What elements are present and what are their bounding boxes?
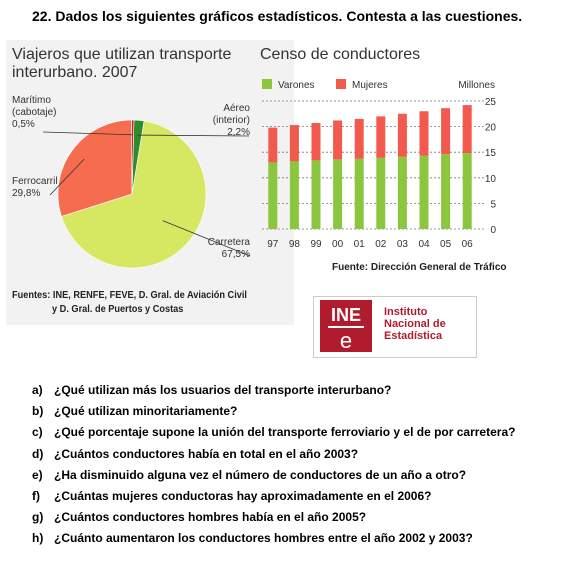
bar-mujeres [312, 123, 321, 160]
question-letter: c) [32, 425, 43, 439]
pie-label-ferrocarril-line1: Ferrocarril [12, 176, 58, 187]
x-tick-label: 01 [353, 239, 365, 250]
y-tick-label: 15 [484, 148, 496, 160]
pie-label-maritimo-line2: (cabotaje) [12, 107, 57, 118]
x-tick-label: 05 [440, 239, 452, 250]
x-tick-label: 06 [461, 239, 473, 250]
ine-logo-letters: INE [330, 305, 362, 325]
pie-label-maritimo-line1: Marítimo [12, 95, 51, 106]
bar-varones [268, 162, 277, 229]
bar-varones [312, 160, 321, 229]
ine-logo-line2: Nacional de [384, 318, 446, 330]
bar-chart-title: Censo de conductores [260, 46, 421, 63]
question-letter: d) [32, 447, 44, 461]
bar-varones [398, 157, 407, 229]
ine-logo-line3: Estadística [384, 330, 443, 342]
x-tick-label: 03 [396, 239, 408, 250]
x-tick-label: 98 [288, 239, 300, 250]
pie-source-line1: Fuentes: INE, RENFE, FEVE, D. Gral. de Aviación Civil [12, 290, 248, 301]
question-text: ¿Qué utilizan minoritariamente? [54, 404, 238, 418]
bar-varones [376, 158, 385, 229]
ine-logo-mark [320, 300, 372, 352]
question-text: ¿Qué porcentaje supone la unión del transporte ferroviario y el de por carretera? [54, 425, 516, 439]
pie-label-aereo-line1: Aéreo [223, 103, 250, 114]
x-tick-label: 00 [332, 239, 344, 250]
bar-mujeres [355, 119, 364, 159]
x-tick-label: 99 [310, 239, 322, 250]
bar-varones [355, 159, 364, 229]
pie-label-maritimo-value: 0,5% [12, 119, 35, 130]
pie-label-carretera-line1: Carretera [207, 237, 250, 248]
pie-chart-title-text: Viajeros que utilizan transporte interurbano. 2007 [12, 46, 232, 81]
bar-mujeres [333, 120, 342, 159]
pie-label-aereo-line2: (interior) [212, 115, 250, 126]
question-text: ¿Cuánto aumentaron los conductores hombres entre el año 2002 y 2003? [54, 531, 473, 545]
pie-label-aereo-value: 2,2% [227, 127, 250, 138]
pie-label-ferrocarril-value: 29,8% [12, 188, 41, 199]
bar-series [268, 105, 471, 229]
ine-logo-line1: Instituto [384, 306, 428, 318]
bar-varones [441, 154, 450, 229]
y-axis-unit-label: Millones [458, 80, 495, 91]
pie-source-line2: y D. Gral. de Puertos y Costas [52, 304, 184, 315]
bar-mujeres [376, 116, 385, 157]
question-text: ¿Ha disminuido alguna vez el número de conductores de un año a otro? [54, 468, 467, 482]
question-letter: f) [32, 489, 40, 503]
question-letter: b) [32, 404, 44, 418]
x-tick-label: 04 [418, 239, 430, 250]
y-tick-label: 0 [490, 225, 496, 236]
question-letter: e) [32, 468, 43, 482]
question-text: ¿Cuántos conductores había en total en el año 2003? [54, 447, 359, 461]
bar-varones [463, 153, 472, 229]
question-text: ¿Qué utilizan más los usuarios del transporte interurbano? [54, 383, 392, 397]
legend-label-varones: Varones [278, 80, 315, 91]
legend-swatch-mujeres [336, 79, 346, 89]
question-letter: g) [32, 510, 44, 524]
bar-varones [420, 156, 429, 229]
bar-mujeres [441, 108, 450, 154]
y-tick-label: 20 [484, 122, 496, 134]
question-letter: h) [32, 531, 44, 545]
bar-varones [290, 161, 299, 229]
question-text: ¿Cuántas mujeres conductoras hay aproximadamente en el 2006? [54, 489, 432, 503]
x-tick-label: 97 [267, 239, 279, 250]
ine-logo-emblem [320, 300, 372, 352]
y-tick-label: 10 [484, 173, 496, 185]
y-tick-label: 5 [490, 199, 496, 211]
pie-label-carretera-value: 67,5% [221, 249, 250, 260]
x-tick-label: 02 [375, 239, 387, 250]
exercise-heading: 22. Dados los siguientes gráficos estadísticos. Contesta a las cuestiones. [32, 8, 523, 24]
legend-label-mujeres: Mujeres [352, 80, 388, 91]
svg-text:e: e [339, 328, 353, 352]
y-tick-label: 25 [484, 97, 496, 108]
bar-chart-source: Fuente: Dirección General de Tráfico [332, 262, 507, 273]
bar-legend [262, 79, 495, 91]
bar-mujeres [268, 128, 277, 163]
bar-mujeres [398, 114, 407, 157]
ine-logo-text [384, 306, 446, 342]
question-letter: a) [32, 383, 43, 397]
bar-mujeres [290, 125, 299, 161]
bar-mujeres [420, 111, 429, 156]
bar-varones [333, 159, 342, 229]
legend-swatch-varones [262, 79, 272, 89]
question-text: ¿Cuántos conductores hombres había en el año 2005? [54, 510, 367, 524]
bar-mujeres [463, 105, 472, 153]
